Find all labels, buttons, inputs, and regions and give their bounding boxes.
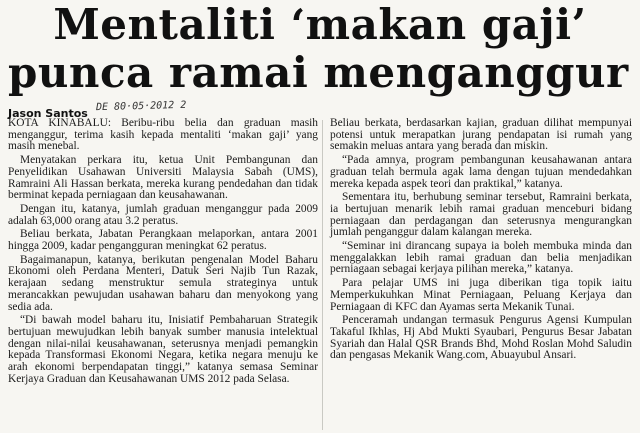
article-paragraph: Menyatakan perkara itu, ketua Unit Pembangunan dan Penyelidikan Usahawan Universiti Malaysia Sabah (UMS), Ramraini Ali Hassan berkata, mereka kurang pendedahan dan tidak berminat kepada perniagaan dan keusahawanan.	[8, 154, 318, 202]
article-column-left	[8, 118, 318, 387]
article-paragraph: KOTA KINABALU: Beribu-ribu belia dan graduan masih menganggur, terima kasih kepada mentaliti ‘makan gaji’ yang masih menebal.	[8, 117, 318, 153]
article-column-right	[330, 118, 632, 364]
headline-line-1: Mentaliti ‘makan gaji’	[53, 0, 587, 49]
article-paragraph: Sementara itu, berhubung seminar tersebut, Ramraini berkata, ia bertujuan menarik lebih ramai graduan menceburi bidang perniagaan dan perdagangan dan seterusnya mengurangkan jumlah penganggur dalam kalangan mereka.	[330, 191, 632, 239]
byline: Jason Santos	[8, 107, 88, 120]
article-paragraph: Bagaimanapun, katanya, berikutan pengenalan Model Baharu Ekonomi oleh Perdana Menteri, Datuk Seri Najib Tun Razak, kerajaan sedang menstruktur semula strateginya untuk merancakkan pewujudan usahawan baharu dan menyokong yang sedia ada.	[8, 253, 318, 313]
article-paragraph: “Di bawah model baharu itu, Inisiatif Pembaharuan Strategik bertujuan mewujudkan lebih banyak sumber manusia intelektual dengan nilai-nilai keusahawanan, seterusnya menjadi pemangkin kepada Transformasi Ekonomi Negara, ketika negara menuju ke arah ekonomi berpendapatan tinggi,” katanya semasa Seminar Kerjaya Graduan dan Keusahawanan UMS 2012 pada Selasa.	[8, 314, 318, 385]
article-paragraph: “Pada amnya, program pembangunan keusahawanan antara graduan telah bermula agak lama dengan tujuan mendedahkan mereka kepada aspek teori dan praktikal,” katanya.	[330, 154, 632, 190]
article-paragraph: Penceramah undangan termasuk Pengurus Agensi Kumpulan Takaful Ikhlas, Hj Abd Mukti Syaubari, Pengurus Besar Jabatan Syariah dan Halal QSR Brands Bhd, Mohd Roslan Mohd Saludin dan pengasas Mekanik Wang.com, Abuayubul Ansari.	[330, 314, 632, 362]
article-paragraph: Beliau berkata, berdasarkan kajian, graduan dilihat mempunyai potensi untuk merapatkan jurang pendapatan isi rumah yang semakin meluas antara yang berada dan miskin.	[330, 117, 632, 153]
article-paragraph: Dengan itu, katanya, jumlah graduan menganggur pada 2009 adalah 63,000 orang atau 3.2 peratus.	[8, 202, 318, 227]
article-paragraph: Beliau berkata, Jabatan Perangkaan melaporkan, antara 2001 hingga 2009, kadar pengangguran meningkat 62 peratus.	[8, 228, 318, 253]
article-paragraph: Para pelajar UMS ini juga diberikan tiga topik iaitu Memperkukuhkan Minat Perniagaan, Peluang Kerjaya dan Perniagaan di KFC dan Ayamas serta Mekanik Tunai.	[330, 277, 632, 313]
headline-line-2: punca ramai menganggur	[8, 48, 629, 97]
article-paragraph: “Seminar ini dirancang supaya ia boleh membuka minda dan menggalakkan lebih ramai graduan dan belia menjadikan perniagaan sebagai kerjaya pilihan mereka,” katanya.	[330, 240, 632, 276]
handwritten-date-note: DE 80·05·2012 2	[95, 99, 187, 114]
column-divider	[322, 120, 323, 430]
